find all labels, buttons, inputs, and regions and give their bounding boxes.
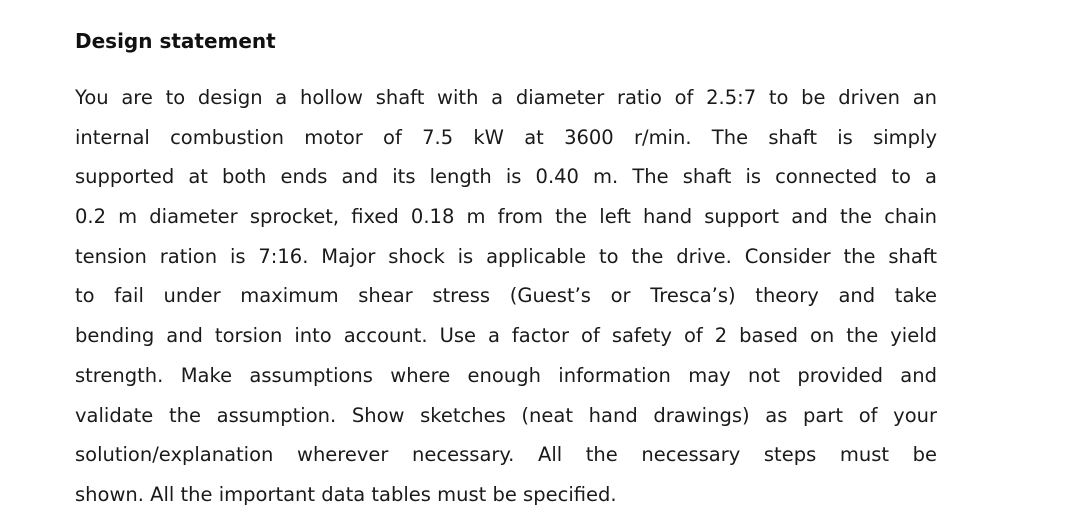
- paragraph-line: supported at both ends and its length is 0.40 m. The shaft is connected to a: [75, 165, 937, 189]
- paragraph-line: validate the assumption. Show sketches (neat hand drawings) as part of your: [75, 403, 937, 427]
- document: [75, 26, 937, 515]
- paragraph-line: shown. All the important data tables must be specified.: [75, 482, 617, 506]
- section-heading: Design statement: [75, 29, 276, 53]
- paragraph-line: tension ration is 7:16. Major shock is applicable to the drive. Consider the shaft: [75, 244, 937, 268]
- paragraph-line: bending and torsion into account. Use a factor of safety of 2 based on the yield: [75, 324, 937, 348]
- paragraph-line: solution/explanation wherever necessary. All the necessary steps must be: [75, 443, 937, 467]
- paragraph-line: to fail under maximum shear stress (Guest’s or Tresca’s) theory and take: [75, 284, 937, 308]
- paragraph-line: strength. Make assumptions where enough information may not provided and: [75, 363, 937, 387]
- paragraph-line: internal combustion motor of 7.5 kW at 3600 r/min. The shaft is simply: [75, 125, 937, 149]
- paragraph-line: You are to design a hollow shaft with a diameter ratio of 2.5:7 to be driven an: [75, 86, 937, 109]
- paragraph-line: 0.2 m diameter sprocket, fixed 0.18 m from the left hand support and the chain: [75, 205, 937, 229]
- design-statement-paragraph: [75, 78, 937, 515]
